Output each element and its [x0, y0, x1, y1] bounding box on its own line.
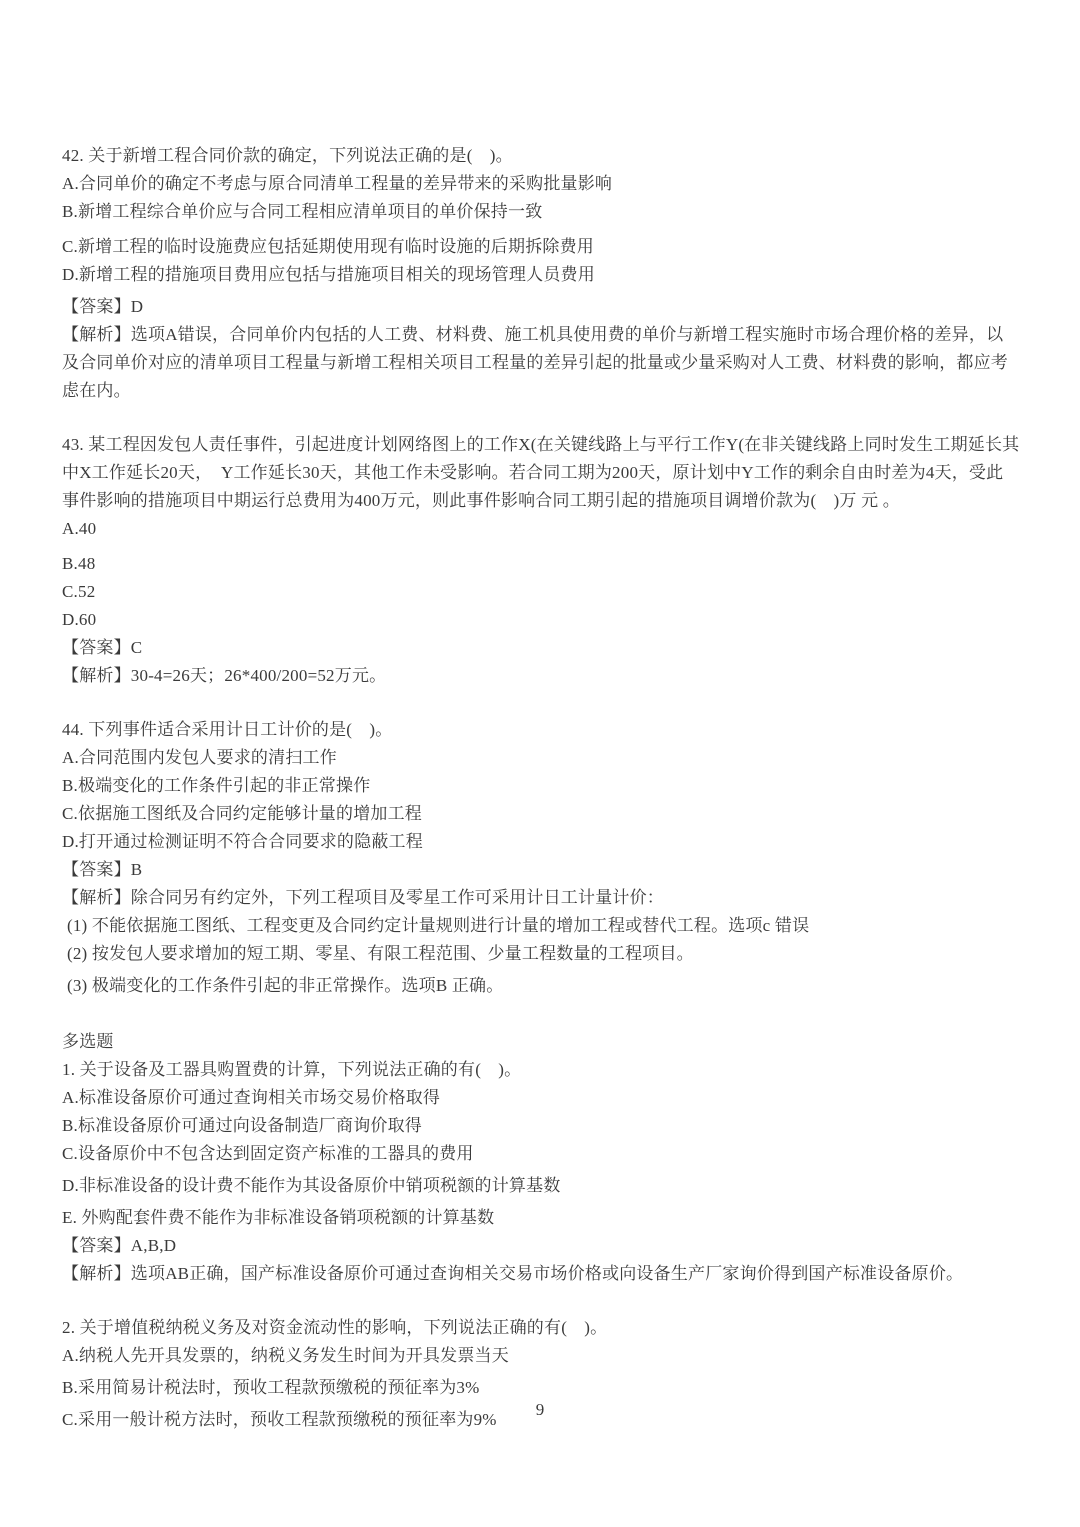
question-42-option-c: C.新增工程的临时设施费应包括延期使用现有临时设施的后期拆除费用 — [62, 237, 594, 256]
question-42-option-a: A.合同单价的确定不考虑与原合同清单工程量的差异带来的采购批量影响 — [62, 174, 613, 193]
question-43-option-a: A.40 — [62, 519, 97, 538]
question-42 — [62, 142, 1020, 405]
question-42-analysis: 【解析】选项A错误，合同单价内包括的人工费、材料费、施工机具使用费的单价与新增工程实施时市场合理价格的差异，以及合同单价对应的清单项目工程量与新增工程相关项目工程量的差异引起的批量或少量采购对人工费、材料费的影响，都应考虑在内。 — [62, 325, 1008, 400]
multi-question-2-stem: 2. 关于增值税纳税义务及对资金流动性的影响，下列说法正确的有( )。 — [62, 1318, 608, 1337]
question-44-stem: 44. 下列事件适合采用计日工计价的是( )。 — [62, 720, 393, 739]
multi-question-1-answer: 【答案】A,B,D — [62, 1236, 177, 1255]
question-44-option-d: D.打开通过检测证明不符合合同要求的隐蔽工程 — [62, 832, 423, 851]
section-multiple-choice — [62, 1028, 1020, 1056]
question-44-analysis-item-1: (1) 不能依据施工图纸、工程变更及合同约定计量规则进行计量的增加工程或替代工程。选项c 错误 — [67, 916, 810, 935]
question-43-stem: 43. 某工程因发包人责任事件，引起进度计划网络图上的工作X(在关键线路上与平行工作Y(在非关键线路上同时发生工期延长其中X工作延长20天， Y工作延长30天，其他工作未受影响。若合同工期为200天，原计划中Y工作的剩余自由时差为4天，受此事件影响的措施项目中期运行总费用为400万元，则此事件影响合同工期引起的措施项目调增价款为( )万 元 。 — [62, 435, 1020, 510]
multi-question-1-analysis: 【解析】选项AB正确，国产标准设备原价可通过查询相关交易市场价格或向设备生产厂家询价得到国产标准设备原价。 — [62, 1264, 964, 1283]
question-44 — [62, 716, 1020, 1000]
page-number: 9 — [535, 1400, 545, 1419]
multi-question-1-option-e: E. 外购配套件费不能作为非标准设备销项税额的计算基数 — [62, 1208, 495, 1227]
question-43-answer: 【答案】C — [62, 638, 143, 657]
multi-question-1-option-c: C.设备原价中不包含达到固定资产标准的工器具的费用 — [62, 1144, 474, 1163]
section-title: 多选题 — [62, 1032, 114, 1051]
multi-question-1-option-d: D.非标准设备的设计费不能作为其设备原价中销项税额的计算基数 — [62, 1176, 561, 1195]
question-43-option-b: B.48 — [62, 554, 96, 573]
multi-question-1-option-a: A.标准设备原价可通过查询相关市场交易价格取得 — [62, 1088, 441, 1107]
multi-question-2-option-a: A.纳税人先开具发票的，纳税义务发生时间为开具发票当天 — [62, 1346, 509, 1365]
question-43 — [62, 431, 1020, 690]
question-44-option-a: A.合同范围内发包人要求的清扫工作 — [62, 748, 337, 767]
question-42-answer: 【答案】D — [62, 297, 144, 316]
question-44-analysis-intro: 【解析】除合同另有约定外，下列工程项目及零星工作可采用计日工计量计价： — [62, 888, 664, 907]
multi-question-2-option-b: B.采用简易计税法时，预收工程款预缴税的预征率为3% — [62, 1378, 480, 1397]
question-44-option-c: C.依据施工图纸及合同约定能够计量的增加工程 — [62, 804, 422, 823]
question-43-option-d: D.60 — [62, 610, 97, 629]
question-43-analysis: 【解析】30-4=26天；26*400/200=52万元。 — [62, 666, 387, 685]
multi-question-1 — [62, 1056, 1020, 1288]
multi-question-1-stem: 1. 关于设备及工器具购置费的计算，下列说法正确的有( )。 — [62, 1060, 522, 1079]
question-44-analysis-item-3: (3) 极端变化的工作条件引起的非正常操作。选项B 正确。 — [67, 976, 504, 995]
question-44-option-b: B.极端变化的工作条件引起的非正常操作 — [62, 776, 371, 795]
question-44-answer: 【答案】B — [62, 860, 143, 879]
question-43-option-c: C.52 — [62, 582, 96, 601]
question-42-option-d: D.新增工程的措施项目费用应包括与措施项目相关的现场管理人员费用 — [62, 265, 595, 284]
multi-question-2-option-c: C.采用一般计税方法时，预收工程款预缴税的预征率为9% — [62, 1410, 497, 1429]
question-42-option-b: B.新增工程综合单价应与合同工程相应清单项目的单价保持一致 — [62, 202, 543, 221]
question-44-analysis-item-2: (2) 按发包人要求增加的短工期、零星、有限工程范围、少量工程数量的工程项目。 — [67, 944, 694, 963]
question-42-stem: 42. 关于新增工程合同价款的确定，下列说法正确的是( )。 — [62, 146, 513, 165]
multi-question-1-option-b: B.标准设备原价可通过向设备制造厂商询价取得 — [62, 1116, 422, 1135]
